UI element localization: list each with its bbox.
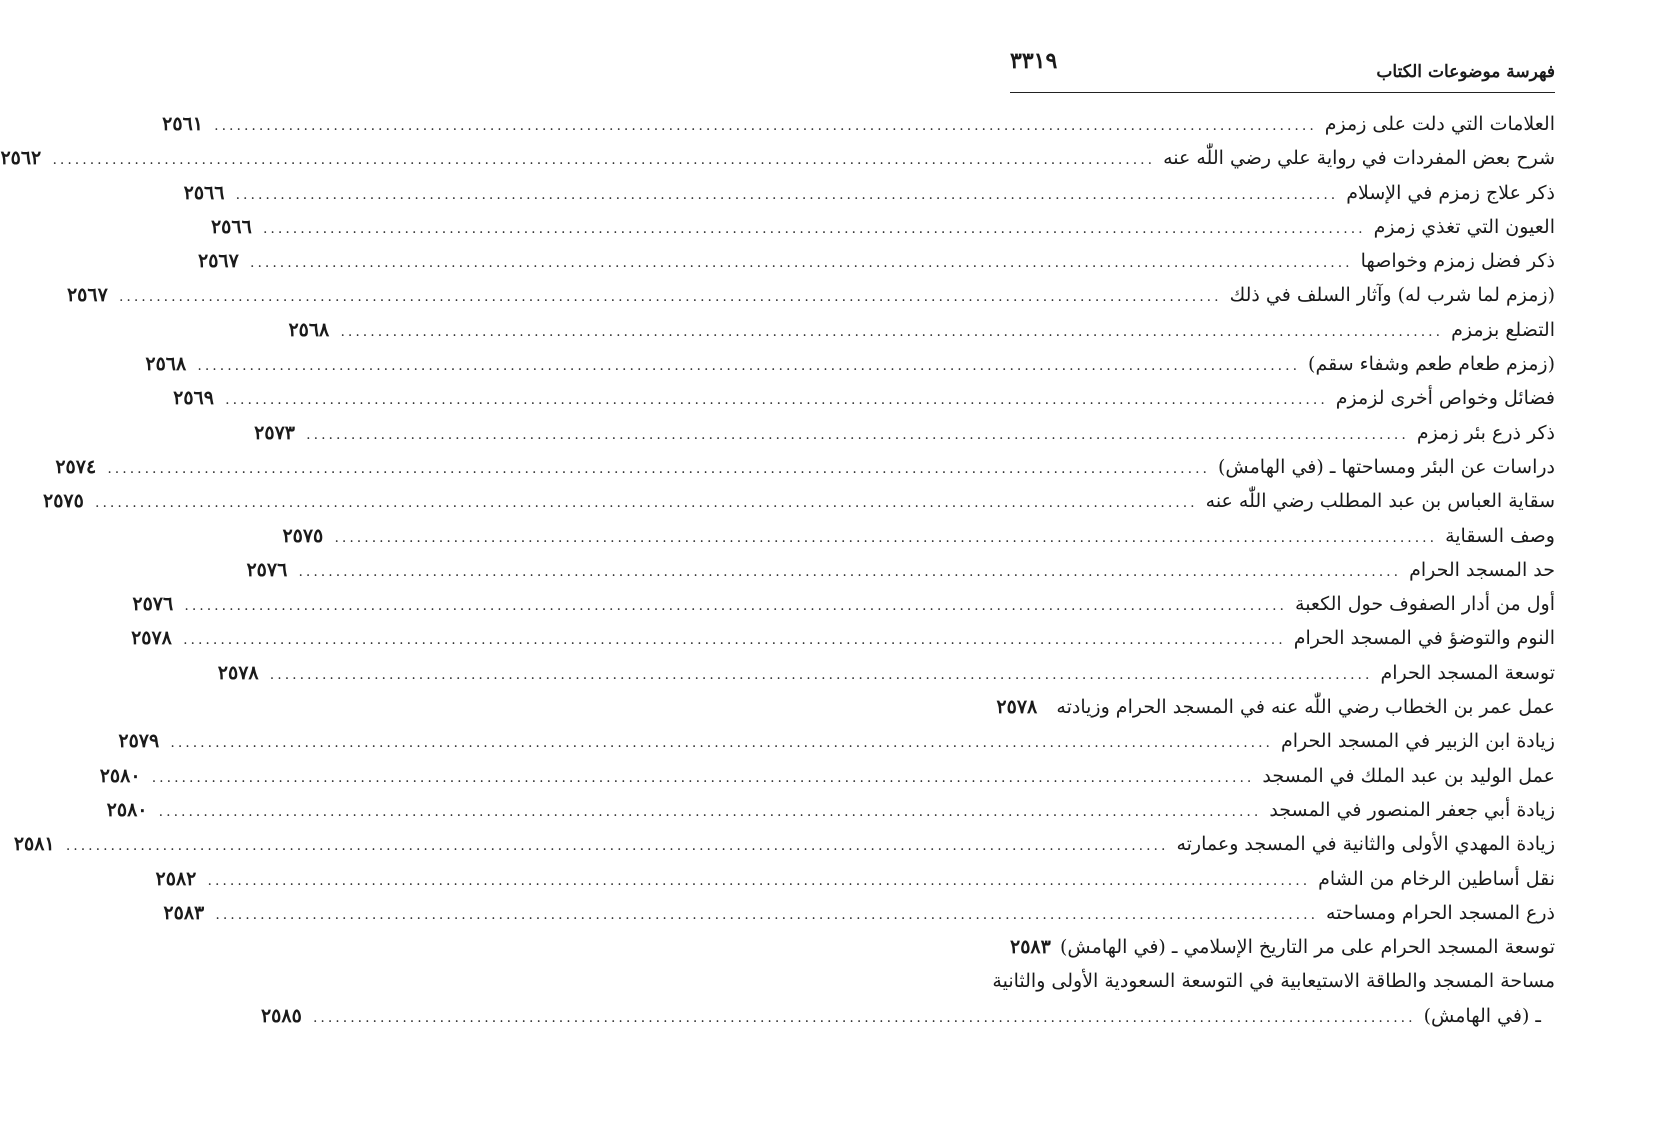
leader-dots [236, 187, 1339, 203]
toc-entry-page: ٢٥٧٨ [217, 661, 259, 684]
toc-entry [260, 1004, 1555, 1039]
toc-entry-page: ٢٥٨٢ [155, 867, 197, 890]
leader-dots [313, 1010, 1416, 1026]
toc-entry-page: ٢٥٧٨ [996, 696, 1038, 719]
toc-entry-title: العلامات التي دلت على زمزم [1324, 113, 1555, 135]
toc-entry-title: توسعة المسجد الحرام على مر التاريخ الإسلامي ـ (في الهامش) [1060, 936, 1555, 959]
toc-entry [13, 833, 1555, 867]
toc-entry-title-continuation: ـ (في الهامش) [1423, 1004, 1541, 1027]
leader-dots [215, 907, 1318, 923]
toc-entry [254, 421, 1555, 456]
leader-dots [52, 152, 1155, 168]
toc-entry-title: دراسات عن البئر ومساحتها ـ (في الهامش) [1217, 455, 1555, 478]
toc-entry [131, 627, 1555, 661]
toc-entry-title: سقاية العباس بن عبد المطلب رضي اللّٰه عنه [1205, 490, 1555, 513]
toc-entry-title: توسعة المسجد الحرام [1380, 661, 1555, 684]
toc-entry-page: ٢٥٨٠ [99, 764, 141, 787]
toc-entry-page: ٢٥٦١ [162, 113, 203, 135]
leader-dots [250, 255, 1353, 271]
toc-entry [163, 901, 1555, 936]
toc-entry [66, 284, 1555, 318]
toc-entry-title: زيادة أبي جعفر المنصور في المسجد [1269, 798, 1555, 821]
toc-entry-title: عمل عمر بن الخطاب رضي اللّٰه عنه في المسجد الحرام وزيادته [1056, 696, 1555, 719]
leader-dots [66, 838, 1169, 854]
toc-entry [43, 490, 1555, 524]
toc-entry-title: أول من أدار الصفوف حول الكعبة [1295, 593, 1555, 616]
toc-entry-page: ٢٥٧٦ [246, 558, 288, 581]
toc-entry-page: ٢٥٦٨ [145, 353, 187, 376]
toc-entry [145, 353, 1555, 387]
toc-entry-page: ٢٥٦٨ [288, 318, 330, 341]
toc-entry [173, 387, 1555, 421]
toc-entry-page: ٢٥٧٩ [118, 730, 160, 753]
toc-entry [282, 524, 1555, 559]
toc-entry [210, 215, 1555, 250]
leader-dots [270, 667, 1373, 683]
toc-entry-title: (زمزم لما شرب له) وآثار السلف في ذلك [1229, 284, 1555, 307]
toc-entry-page: ٢٥٧٤ [55, 455, 97, 478]
table-of-contents [0, 113, 1555, 1039]
toc-entry-page: ٢٥٨٠ [106, 798, 148, 821]
leader-dots [340, 324, 1443, 340]
toc-entry-page: ٢٥٨٣ [1010, 936, 1051, 959]
toc-entry-page: ٢٥٨٣ [163, 901, 205, 924]
toc-entry-title: ذرع المسجد الحرام ومساحته [1326, 901, 1555, 924]
toc-entry-title: حد المسجد الحرام [1409, 558, 1555, 581]
toc-entry-page: ٢٥٦٦ [183, 181, 225, 204]
toc-entry-page: ٢٥٧٨ [131, 627, 172, 650]
toc-entry [99, 764, 1555, 799]
leader-dots [107, 461, 1210, 477]
toc-entry [1010, 936, 1555, 970]
toc-entry-title: وصف السقاية [1445, 524, 1555, 547]
leader-dots [183, 632, 1286, 648]
toc-entry-title: النوم والتوضؤ في المسجد الحرام [1293, 627, 1555, 650]
toc-entry-title: زيادة ابن الزبير في المسجد الحرام [1281, 730, 1555, 753]
leader-dots [263, 221, 1366, 237]
leader-dots [214, 118, 1317, 134]
toc-entry-page: ٢٥٦٩ [173, 387, 214, 410]
header-rule [1010, 92, 1555, 93]
leader-dots [95, 495, 1198, 511]
toc-entry-page: ٢٥٧٥ [43, 490, 84, 513]
toc-entry-page: ٢٥٦٧ [66, 284, 108, 307]
toc-entry-page: ٢٥٦٢ [0, 147, 42, 170]
toc-entry [132, 593, 1555, 627]
toc-entry [0, 147, 1555, 181]
leader-dots [159, 804, 1262, 820]
toc-entry [246, 558, 1555, 593]
leader-dots [184, 598, 1287, 614]
leader-dots [225, 392, 1328, 408]
toc-entry-title: مساحة المسجد والطاقة الاستيعابية في التوسعة السعودية الأولى والثانية [992, 970, 1555, 993]
leader-dots [197, 358, 1300, 374]
toc-entry-title: ذكر ذرع بئر زمزم [1416, 421, 1555, 444]
toc-entry-title: ذكر علاج زمزم في الإسلام [1346, 181, 1555, 204]
toc-entry [996, 696, 1555, 730]
toc-entry [155, 867, 1555, 902]
toc-entry-title: التضلع بزمزم [1451, 318, 1555, 341]
leader-dots [298, 564, 1401, 580]
leader-dots [306, 427, 1409, 443]
toc-entry-title: (زمزم طعام طعم وشفاء سقم) [1308, 353, 1555, 376]
toc-entry [118, 730, 1555, 764]
toc-entry [106, 798, 1555, 833]
toc-entry-title: زيادة المهدي الأولى والثانية في المسجد وعمارته [1176, 833, 1555, 856]
toc-entry-title: عمل الوليد بن عبد الملك في المسجد [1262, 764, 1555, 787]
toc-entry-title: شرح بعض المفردات في رواية علي رضي اللّٰه عنه [1163, 147, 1555, 170]
leader-dots [152, 770, 1255, 786]
leader-dots [334, 530, 1437, 546]
toc-entry [183, 181, 1555, 216]
toc-entry-title: العيون التي تغذي زمزم [1373, 215, 1555, 238]
toc-entry [55, 455, 1555, 490]
leader-dots [170, 735, 1273, 751]
toc-entry-title: فضائل وخواص أخرى لزمزم [1335, 387, 1555, 410]
page-header [1010, 48, 1555, 88]
toc-entry-page: ٢٥٦٧ [198, 250, 239, 273]
toc-entry-page: ٢٥٨٥ [260, 1004, 302, 1027]
leader-dots [119, 289, 1222, 305]
toc-entry [288, 318, 1555, 353]
toc-entry-page: ٢٥٧٦ [132, 593, 174, 616]
toc-entry [217, 661, 1555, 696]
leader-dots [208, 873, 1311, 889]
running-title: فهرسة موضوعات الكتاب [1376, 62, 1555, 82]
page-number: ٣٣١٩ [1010, 48, 1058, 74]
toc-entry-page: ٢٥٧٥ [282, 524, 324, 547]
toc-entry-title: نقل أساطين الرخام من الشام [1318, 867, 1555, 890]
toc-entry-page: ٢٥٨١ [13, 833, 55, 856]
toc-entry-page: ٢٥٧٣ [254, 421, 295, 444]
toc-entry [162, 113, 1555, 147]
toc-entry [198, 250, 1555, 284]
toc-entry-wrapped-line [992, 970, 1555, 1004]
toc-entry-title: ذكر فضل زمزم وخواصها [1360, 250, 1555, 273]
toc-entry-page: ٢٥٦٦ [210, 215, 252, 238]
